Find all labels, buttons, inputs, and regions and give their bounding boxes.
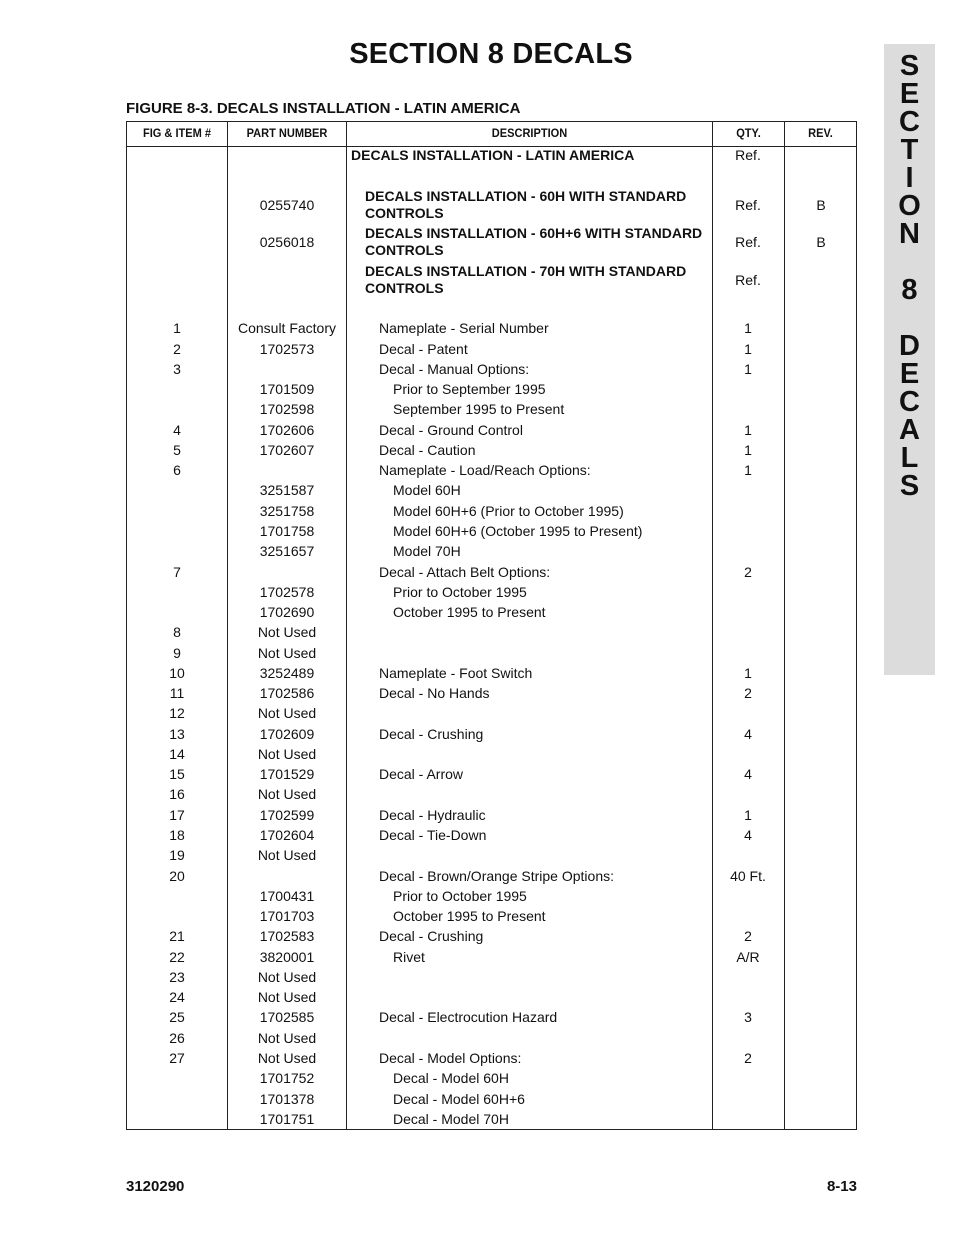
description-cell: October 1995 to Present (393, 908, 546, 924)
qty-cell: 1 (744, 462, 752, 478)
header-part-number: PART NUMBER (246, 126, 328, 140)
qty-cell: 2 (744, 564, 752, 580)
part-number-cell: Not Used (257, 1050, 317, 1066)
description-cell: Decal - Model Options: (379, 1050, 522, 1066)
side-tab-letter: I (905, 162, 914, 194)
part-number-cell: 1702586 (259, 685, 315, 701)
fig-item-cell: 26 (169, 1030, 185, 1046)
table-row (127, 1091, 856, 1111)
part-number-cell: 1702585 (259, 1009, 315, 1025)
side-tab-letter: O (898, 190, 921, 222)
qty-cell: 1 (744, 807, 752, 823)
qty-cell: 2 (744, 928, 752, 944)
section-side-tab (884, 44, 935, 675)
part-number-cell: 0256018 (259, 234, 315, 250)
part-number-cell: Not Used (257, 624, 317, 640)
side-tab-letter: L (900, 442, 919, 474)
table-row (127, 888, 856, 908)
side-tab-letter: N (899, 218, 920, 250)
page-number: 8-13 (826, 1178, 857, 1195)
fig-item-cell: 7 (173, 564, 181, 580)
part-number-cell: Not Used (257, 645, 317, 661)
description-cell: Decal - Arrow (379, 766, 464, 782)
qty-cell: 4 (744, 726, 752, 742)
table-row (127, 543, 856, 563)
side-tab-letter: C (899, 386, 920, 418)
header-fig-item: FIG & ITEM # (142, 126, 212, 140)
description-cell: Decal - Ground Control (379, 422, 523, 438)
table-row (127, 263, 856, 299)
rev-cell: B (816, 234, 826, 250)
description-cell: Decal - Model 60H+6 (393, 1091, 525, 1107)
table-row (127, 786, 856, 806)
qty-cell: 2 (744, 685, 752, 701)
qty-cell: Ref. (735, 197, 761, 213)
qty-cell: 1 (744, 320, 752, 336)
table-row (127, 381, 856, 401)
description-cell: September 1995 to Present (393, 401, 565, 417)
fig-item-cell: 18 (169, 827, 185, 843)
part-number-cell: 3251758 (259, 503, 315, 519)
part-number-cell: 1701529 (259, 766, 315, 782)
side-tab-letter: C (899, 106, 920, 138)
fig-item-cell: 10 (169, 665, 185, 681)
fig-item-cell: 19 (169, 847, 185, 863)
header-description: DESCRIPTION (491, 126, 568, 140)
side-tab-lettering (884, 52, 935, 500)
description-cell: Model 70H (393, 543, 461, 559)
side-tab-letter: 8 (901, 274, 918, 306)
table-row (127, 908, 856, 928)
fig-item-cell: 5 (173, 442, 181, 458)
qty-cell: 4 (744, 827, 752, 843)
fig-item-cell: 8 (173, 624, 181, 640)
fig-item-cell: 14 (169, 746, 185, 762)
side-tab-letter: S (899, 470, 920, 502)
part-number-cell: 1702606 (259, 422, 315, 438)
qty-cell: 2 (744, 1050, 752, 1066)
table-row (127, 766, 856, 786)
header-qty: QTY. (736, 126, 761, 140)
part-number-cell: 1702690 (259, 604, 315, 620)
table-row (127, 847, 856, 867)
description-cell: Nameplate - Load/Reach Options: (379, 462, 591, 478)
part-number-cell: 1701752 (259, 1070, 315, 1086)
description-cell: Prior to September 1995 (393, 381, 546, 397)
fig-item-cell: 6 (173, 462, 181, 478)
page-title: SECTION 8 DECALS (349, 38, 633, 70)
fig-item-cell: 27 (169, 1050, 185, 1066)
table-row (127, 949, 856, 969)
part-number-cell: 1702604 (259, 827, 315, 843)
fig-item-cell: 25 (169, 1009, 185, 1025)
description-cell: Nameplate - Serial Number (379, 320, 549, 336)
part-number-cell: 3251587 (259, 482, 315, 498)
table-row (127, 482, 856, 502)
description-cell: Decal - Model 70H (393, 1111, 509, 1127)
description-cell: Decal - No Hands (379, 685, 490, 701)
description-cell: Decal - Hydraulic (379, 807, 486, 823)
table-row (127, 401, 856, 421)
part-number-cell: Not Used (257, 847, 317, 863)
description-cell: Decal - Brown/Orange Stripe Options: (379, 868, 614, 884)
fig-item-cell: 13 (169, 726, 185, 742)
qty-cell: 1 (744, 341, 752, 357)
qty-cell: Ref. (735, 147, 761, 163)
fig-item-cell: 24 (169, 989, 185, 1005)
description-cell: Decal - Patent (379, 341, 468, 357)
fig-item-cell: 3 (173, 361, 181, 377)
table-row (127, 1009, 856, 1029)
qty-cell: 1 (744, 665, 752, 681)
table-row (127, 442, 856, 462)
part-number-cell: 3251657 (259, 543, 315, 559)
table-row (127, 1030, 856, 1050)
document-number: 3120290 (126, 1178, 185, 1195)
qty-cell: 1 (744, 361, 752, 377)
fig-item-cell: 21 (169, 928, 185, 944)
description-cell: Decal - Crushing (379, 726, 484, 742)
table-row (127, 746, 856, 766)
description-cell: Decal - Attach Belt Options: (379, 564, 551, 580)
description-cell: Rivet (393, 949, 425, 965)
table-row (127, 1111, 856, 1131)
table-row (127, 969, 856, 989)
table-row (127, 726, 856, 746)
part-number-cell: Consult Factory (237, 320, 337, 336)
fig-item-cell: 11 (169, 685, 185, 701)
qty-cell: 1 (744, 422, 752, 438)
part-number-cell: Not Used (257, 746, 317, 762)
fig-item-cell: 22 (169, 949, 185, 965)
part-number-cell: Not Used (257, 969, 317, 985)
description-cell: Decal - Electrocution Hazard (379, 1009, 558, 1025)
part-number-cell: 1702573 (259, 341, 315, 357)
description-cell: DECALS INSTALLATION - 60H+6 WITH STANDARD CONTROLS (365, 225, 703, 258)
header-rev: REV. (808, 126, 833, 140)
qty-cell: 4 (744, 766, 752, 782)
part-number-cell: 1702607 (259, 442, 315, 458)
qty-cell: A/R (736, 949, 760, 965)
table-row (127, 462, 856, 482)
parts-table (126, 121, 857, 1130)
table-row (127, 188, 856, 224)
part-number-cell: 1701751 (259, 1111, 315, 1127)
table-row (127, 523, 856, 543)
part-number-cell: 1702598 (259, 401, 315, 417)
fig-item-cell: 20 (169, 868, 185, 884)
table-row (127, 928, 856, 948)
fig-item-cell: 2 (173, 341, 181, 357)
description-cell: Decal - Manual Options: (379, 361, 530, 377)
part-number-cell: 1701758 (259, 523, 315, 539)
table-row (127, 868, 856, 888)
table-row (127, 705, 856, 725)
table-row (127, 807, 856, 827)
part-number-cell: 1701378 (259, 1091, 315, 1107)
table-row (127, 584, 856, 604)
part-number-cell: 1700431 (259, 888, 315, 904)
qty-cell: 1 (744, 442, 752, 458)
part-number-cell: 1701509 (259, 381, 315, 397)
fig-item-cell: 9 (173, 645, 181, 661)
fig-item-cell: 16 (169, 786, 185, 802)
table-row (127, 665, 856, 685)
description-cell: Decal - Model 60H (393, 1070, 509, 1086)
table-row (127, 1050, 856, 1070)
table-row (127, 1070, 856, 1090)
rev-cell: B (816, 197, 826, 213)
table-row (127, 827, 856, 847)
side-tab-letter: S (899, 50, 920, 82)
table-row (127, 225, 856, 261)
table-row (127, 685, 856, 705)
description-cell: Model 60H+6 (October 1995 to Present) (393, 523, 643, 539)
table-row (127, 422, 856, 442)
description-cell: Decal - Crushing (379, 928, 484, 944)
part-number-cell: 1702609 (259, 726, 315, 742)
qty-cell: Ref. (735, 272, 761, 288)
side-tab-letter: T (900, 134, 919, 166)
description-cell: Model 60H+6 (Prior to October 1995) (393, 503, 624, 519)
part-number-cell: Not Used (257, 1030, 317, 1046)
part-number-cell: 1702578 (259, 584, 315, 600)
part-number-cell: 3252489 (259, 665, 315, 681)
table-row (127, 564, 856, 584)
fig-item-cell: 4 (173, 422, 181, 438)
fig-item-cell: 15 (169, 766, 185, 782)
description-cell: Decal - Caution (379, 442, 476, 458)
part-number-cell: 3820001 (259, 949, 315, 965)
part-number-cell: 1702599 (259, 807, 315, 823)
side-tab-letter: A (899, 414, 920, 446)
fig-item-cell: 12 (169, 705, 185, 721)
table-row (127, 989, 856, 1009)
table-row (127, 624, 856, 644)
description-cell: DECALS INSTALLATION - LATIN AMERICA (351, 147, 635, 163)
part-number-cell: 1701703 (259, 908, 315, 924)
part-number-cell: 1702583 (259, 928, 315, 944)
table-row (127, 645, 856, 665)
qty-cell: 40 Ft. (730, 868, 766, 884)
description-cell: DECALS INSTALLATION - 60H WITH STANDARD CONTROLS (365, 188, 687, 221)
part-number-cell: Not Used (257, 705, 317, 721)
part-number-cell: Not Used (257, 786, 317, 802)
table-row (127, 147, 856, 167)
table-row (127, 604, 856, 624)
table-row (127, 361, 856, 381)
fig-item-cell: 23 (169, 969, 185, 985)
fig-item-cell: 17 (169, 807, 185, 823)
description-cell: Decal - Tie-Down (379, 827, 487, 843)
table-row (127, 341, 856, 361)
side-tab-letter: D (899, 330, 920, 362)
part-number-cell: Not Used (257, 989, 317, 1005)
description-cell: Prior to October 1995 (393, 584, 527, 600)
table-row (127, 503, 856, 523)
qty-cell: Ref. (735, 234, 761, 250)
table-row (127, 320, 856, 340)
side-tab-letter (884, 304, 935, 332)
description-cell: Prior to October 1995 (393, 888, 527, 904)
description-cell: Nameplate - Foot Switch (379, 665, 533, 681)
description-cell: October 1995 to Present (393, 604, 546, 620)
description-cell: Model 60H (393, 482, 461, 498)
side-tab-letter: E (899, 78, 920, 110)
side-tab-letter (884, 248, 935, 276)
figure-title: FIGURE 8-3. DECALS INSTALLATION - LATIN AMERICA (126, 100, 521, 117)
side-tab-letter: E (899, 358, 920, 390)
qty-cell: 3 (744, 1009, 752, 1025)
fig-item-cell: 1 (173, 320, 181, 336)
description-cell: DECALS INSTALLATION - 70H WITH STANDARD CONTROLS (365, 263, 687, 296)
part-number-cell: 0255740 (259, 197, 315, 213)
